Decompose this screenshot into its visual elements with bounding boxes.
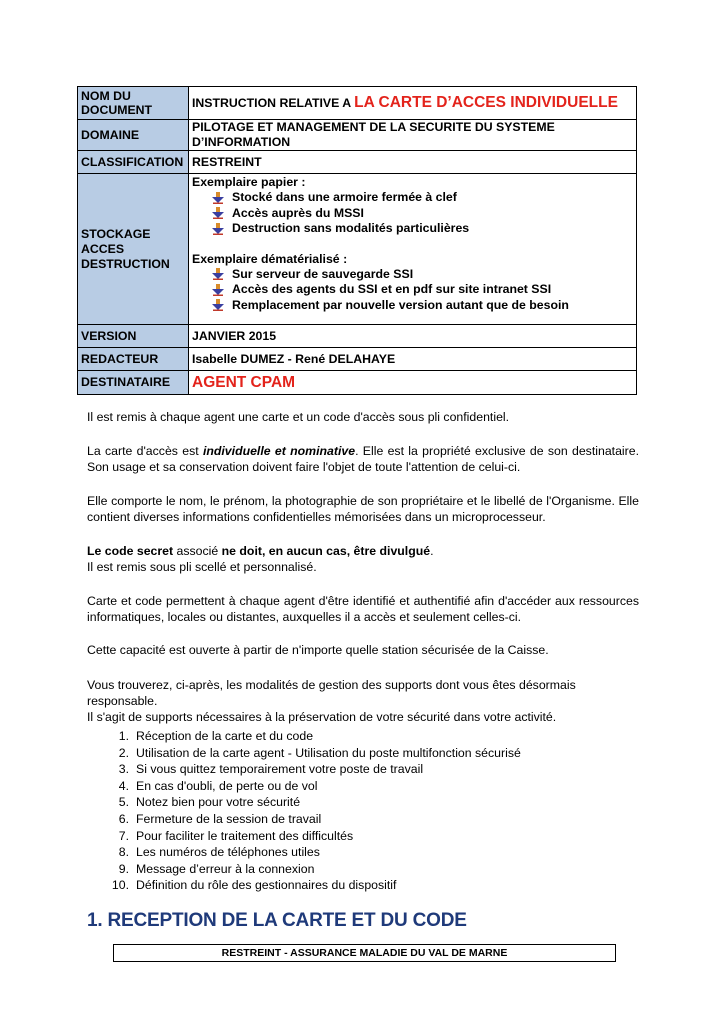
- row-author: [78, 348, 637, 371]
- paragraph-text: Carte et code permettent à chaque agent d'être identifié et authentifié afin d'accéder aux ressources informatiques, locales ou distantes, auxquelles il a accès et seulement celles-ci.: [87, 594, 639, 624]
- down-arrow-bullet-icon: [212, 223, 224, 235]
- toc-item: [108, 794, 521, 811]
- item-text: Remplacement par nouvelle version autant que de besoin: [232, 297, 569, 312]
- list-item: [212, 298, 633, 314]
- paragraph-intro: [87, 409, 639, 425]
- row-recipient: [78, 371, 637, 395]
- paragraph-text: Il est remis à chaque agent une carte et un code d'accès sous pli confidentiel.: [87, 410, 510, 424]
- paper-list: [192, 190, 633, 237]
- label-line: ACCES: [81, 241, 125, 256]
- section-heading: 1. RECEPTION DE LA CARTE ET DU CODE: [87, 910, 467, 931]
- toc-number: 2.: [118, 745, 129, 760]
- toc-item: [108, 778, 521, 795]
- label-document-name: [78, 87, 189, 120]
- toc-item: [108, 761, 521, 778]
- toc-label: Pour faciliter le traitement des difficultés: [136, 828, 354, 843]
- item-text: Stocké dans une armoire fermée à clef: [232, 190, 457, 204]
- down-arrow-bullet-icon: [212, 207, 224, 219]
- toc-number: 8.: [118, 845, 129, 860]
- value-author: Isabelle DUMEZ - René DELAHAYE: [189, 348, 637, 371]
- bold-text: Le code secret: [87, 544, 174, 558]
- toc-item: [108, 745, 521, 762]
- item-text: Accès auprès du MSSI: [232, 205, 364, 220]
- paragraph-text: [87, 443, 639, 475]
- value-version: JANVIER 2015: [189, 325, 637, 348]
- label-version: VERSION: [78, 325, 189, 348]
- paragraph-text: Cette capacité est ouverte à partir de n'importe quelle station sécurisée de la Caisse.: [87, 643, 549, 657]
- label-line: DESTRUCTION: [81, 256, 170, 271]
- value-domain: PILOTAGE ET MANAGEMENT DE LA SECURITE DU SYSTEME D’INFORMATION: [189, 120, 637, 151]
- toc-number: 4.: [118, 778, 129, 793]
- item-text: Accès des agents du SSI et en pdf sur site intranet SSI: [232, 282, 552, 296]
- bold-text: ne doit, en aucun cas, être divulgué: [221, 544, 431, 558]
- digital-heading: Exemplaire dématérialisé :: [192, 251, 348, 266]
- row-storage: [78, 174, 637, 325]
- toc-number: 3.: [118, 762, 129, 777]
- toc-label: Notez bien pour votre sécurité: [136, 795, 301, 810]
- down-arrow-bullet-icon: [212, 268, 224, 280]
- down-arrow-bullet-icon: [212, 284, 224, 296]
- toc-number: 6.: [118, 811, 129, 826]
- value-highlight: LA CARTE D’ACCES INDIVIDUELLE: [354, 94, 618, 111]
- toc-label: Réception de la carte et du code: [136, 729, 314, 743]
- paper-heading: Exemplaire papier :: [192, 175, 306, 189]
- paragraph-text: Il est remis sous pli scellé et personnalisé.: [87, 560, 317, 574]
- label-domain: DOMAINE: [78, 120, 189, 151]
- paragraph-card-content: [87, 493, 639, 525]
- toc-number: 1.: [118, 729, 129, 743]
- list-item: [212, 221, 633, 237]
- value-classification: RESTREINT: [189, 151, 637, 174]
- paragraph-station: [87, 642, 639, 658]
- text-span: associé: [173, 544, 222, 558]
- toc-label: Message d’erreur à la connexion: [136, 861, 315, 876]
- label-line: STOCKAGE: [81, 226, 151, 241]
- digital-list: [192, 267, 633, 314]
- toc-number: 5.: [118, 795, 129, 810]
- footer-classification: RESTREINT - ASSURANCE MALADIE DU VAL DE MARNE: [113, 944, 616, 962]
- row-version: [78, 325, 637, 348]
- paragraph-text: Il s'agit de supports nécessaires à la préservation de votre sécurité dans votre activité.: [87, 710, 557, 724]
- row-document-name: [78, 87, 637, 120]
- toc-item: [108, 844, 521, 861]
- label-author: REDACTEUR: [78, 348, 189, 371]
- value-recipient: AGENT CPAM: [189, 371, 637, 395]
- list-item: [212, 282, 633, 298]
- toc-label: Définition du rôle des gestionnaires du dispositif: [136, 878, 397, 893]
- toc-item: [108, 861, 521, 878]
- toc-item: [108, 877, 521, 894]
- down-arrow-bullet-icon: [212, 192, 224, 204]
- list-item: [212, 190, 633, 206]
- list-item: [212, 267, 633, 283]
- row-domain: [78, 120, 637, 151]
- document-metadata-table: [77, 86, 637, 395]
- paragraph-card-ownership: [87, 443, 639, 475]
- paragraph-secret-code: [87, 543, 639, 575]
- item-text: Sur serveur de sauvegarde SSI: [232, 266, 414, 281]
- toc-label: Fermeture de la session de travail: [136, 811, 322, 826]
- list-item: [212, 206, 633, 222]
- toc-label: Les numéros de téléphones utiles: [136, 845, 320, 860]
- label-text: NOM DU DOCUMENT: [81, 89, 153, 117]
- emphasis-text: individuelle et nominative: [202, 444, 356, 458]
- paragraph-authentication: [87, 593, 639, 625]
- value-prefix: INSTRUCTION RELATIVE A: [192, 96, 355, 110]
- toc-item: [108, 828, 521, 845]
- value-storage: [189, 174, 637, 325]
- paragraph-text: Elle comporte le nom, le prénom, la photographie de son propriétaire et le libellé de l'Organisme. Elle contient diverses informations confidentielles mémorisées dans un microprocesseur.: [87, 494, 639, 524]
- value-document-name: [189, 87, 637, 120]
- toc-label: En cas d'oubli, de perte ou de vol: [136, 778, 318, 793]
- label-recipient: DESTINATAIRE: [78, 371, 189, 395]
- toc-label: Utilisation de la carte agent - Utilisation du poste multifonction sécurisé: [136, 745, 521, 760]
- toc-item: [108, 811, 521, 828]
- label-classification: CLASSIFICATION: [78, 151, 189, 174]
- text-span: La carte d'accès est: [87, 444, 203, 458]
- toc-label: Si vous quittez temporairement votre poste de travail: [136, 762, 424, 777]
- paragraph-text: Vous trouverez, ci-après, les modalités de gestion des supports dont vous êtes désormais responsable.: [87, 678, 576, 708]
- row-classification: [78, 151, 637, 174]
- toc-item: [108, 728, 521, 745]
- down-arrow-bullet-icon: [212, 299, 224, 311]
- paragraph-modalities: [87, 677, 639, 725]
- text-span: .: [430, 544, 434, 558]
- toc-number: 10.: [111, 878, 129, 893]
- item-text: Destruction sans modalités particulières: [232, 221, 470, 235]
- paragraph-text: [87, 543, 639, 559]
- table-of-contents: [108, 728, 521, 894]
- text-span: . Elle est la propriété exclusive de son destinataire. Son usage et sa conservation doivent faire l'objet de toute l'attention de celui-ci.: [87, 444, 639, 474]
- label-storage: [78, 174, 189, 325]
- toc-number: 9.: [118, 861, 129, 876]
- toc-number: 7.: [118, 828, 129, 843]
